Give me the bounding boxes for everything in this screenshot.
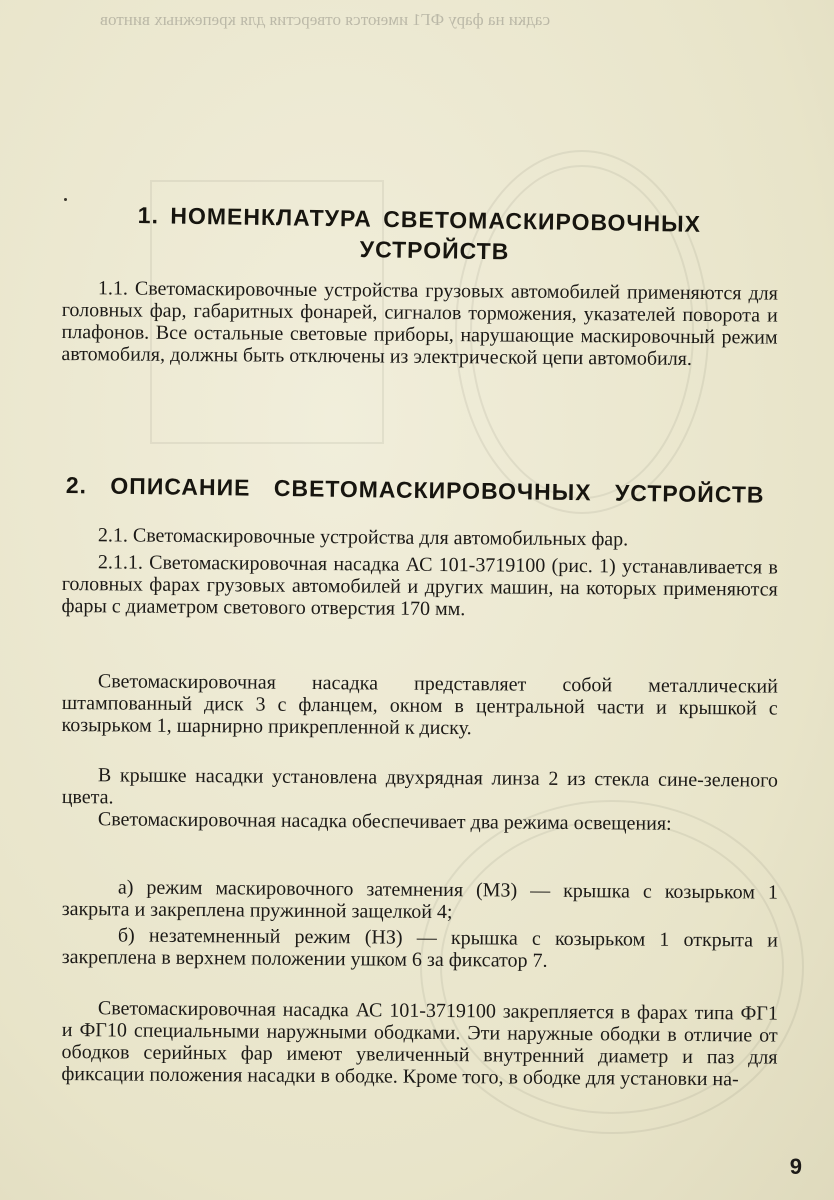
paragraph-description: Светомаскировочная насадка представляет собой металлический штампованный диск 3 с фланцем, окном в центральной части и крышкой с козырьком 1, шарнирно прикрепленной к диску.: [61, 670, 778, 740]
page-number: 9: [789, 1154, 802, 1179]
paragraph-mounting: Светомаскировочная насадка АС 101-3719100 закрепляется в фарах типа ФГ1 и ФГ10 специальными наружными ободками. Эти наружные ободки в отличие от ободков серийных фар имеют увеличенный внутренний диаметр и паз для фиксации положения насадки в ободке. Кроме того, в ободке для установки на-: [61, 997, 778, 1091]
paragraph-2-1: 2.1. Светомаскировочные устройства для автомобильных фар.: [97, 524, 629, 551]
speck: [64, 198, 67, 201]
list-item-mode-b: б) незатемненный режим (НЗ) — крышка с козырьком 1 открыта и закреплена в верхнем положении ушком 6 за фиксатор 7.: [61, 924, 778, 972]
paragraph-modes-intro: Светомаскировочная насадка обеспечивает два режима освещения:: [97, 808, 672, 835]
bleed-through-text: садки на фару ФГ1 имеются отверстия для крепежных винтов: [100, 10, 551, 29]
section-2-heading: 2. ОПИСАНИЕ СВЕТОМАСКИРОВОЧНЫХ УСТРОЙСТВ: [65, 472, 765, 508]
paragraph-lens: В крышке насадки установлена двухрядная линза 2 из стекла сине-зеленого цвета.: [61, 764, 778, 809]
section-1-heading-line-2: УСТРОЙСТВ: [359, 236, 510, 265]
section-1-heading-line-1: 1. НОМЕНКЛАТУРА СВЕТОМАСКИРОВОЧНЫХ: [137, 202, 702, 237]
paragraph-1-1: 1.1. Светомаскировочные устройства грузовых автомобилей применяются для головных фар, габаритных фонарей, сигналов торможения, указателей поворота и плафонов. Все остальные световые приборы, нарушающие маскировочный режим автомобиля, должны быть отключены из электрической цепи автомобиля.: [61, 277, 778, 370]
paragraph-2-1-1: 2.1.1. Светомаскировочная насадка АС 101-3719100 (рис. 1) устанавливается в головных фарах грузовых автомобилей и других машин, на которых применяются фары с диаметром светового отверстия 170 мм.: [61, 551, 778, 621]
list-item-mode-a: а) режим маскировочного затемнения (МЗ) — крышка с козырьком 1 закрыта и закреплена пружинной защелкой 4;: [61, 876, 778, 924]
